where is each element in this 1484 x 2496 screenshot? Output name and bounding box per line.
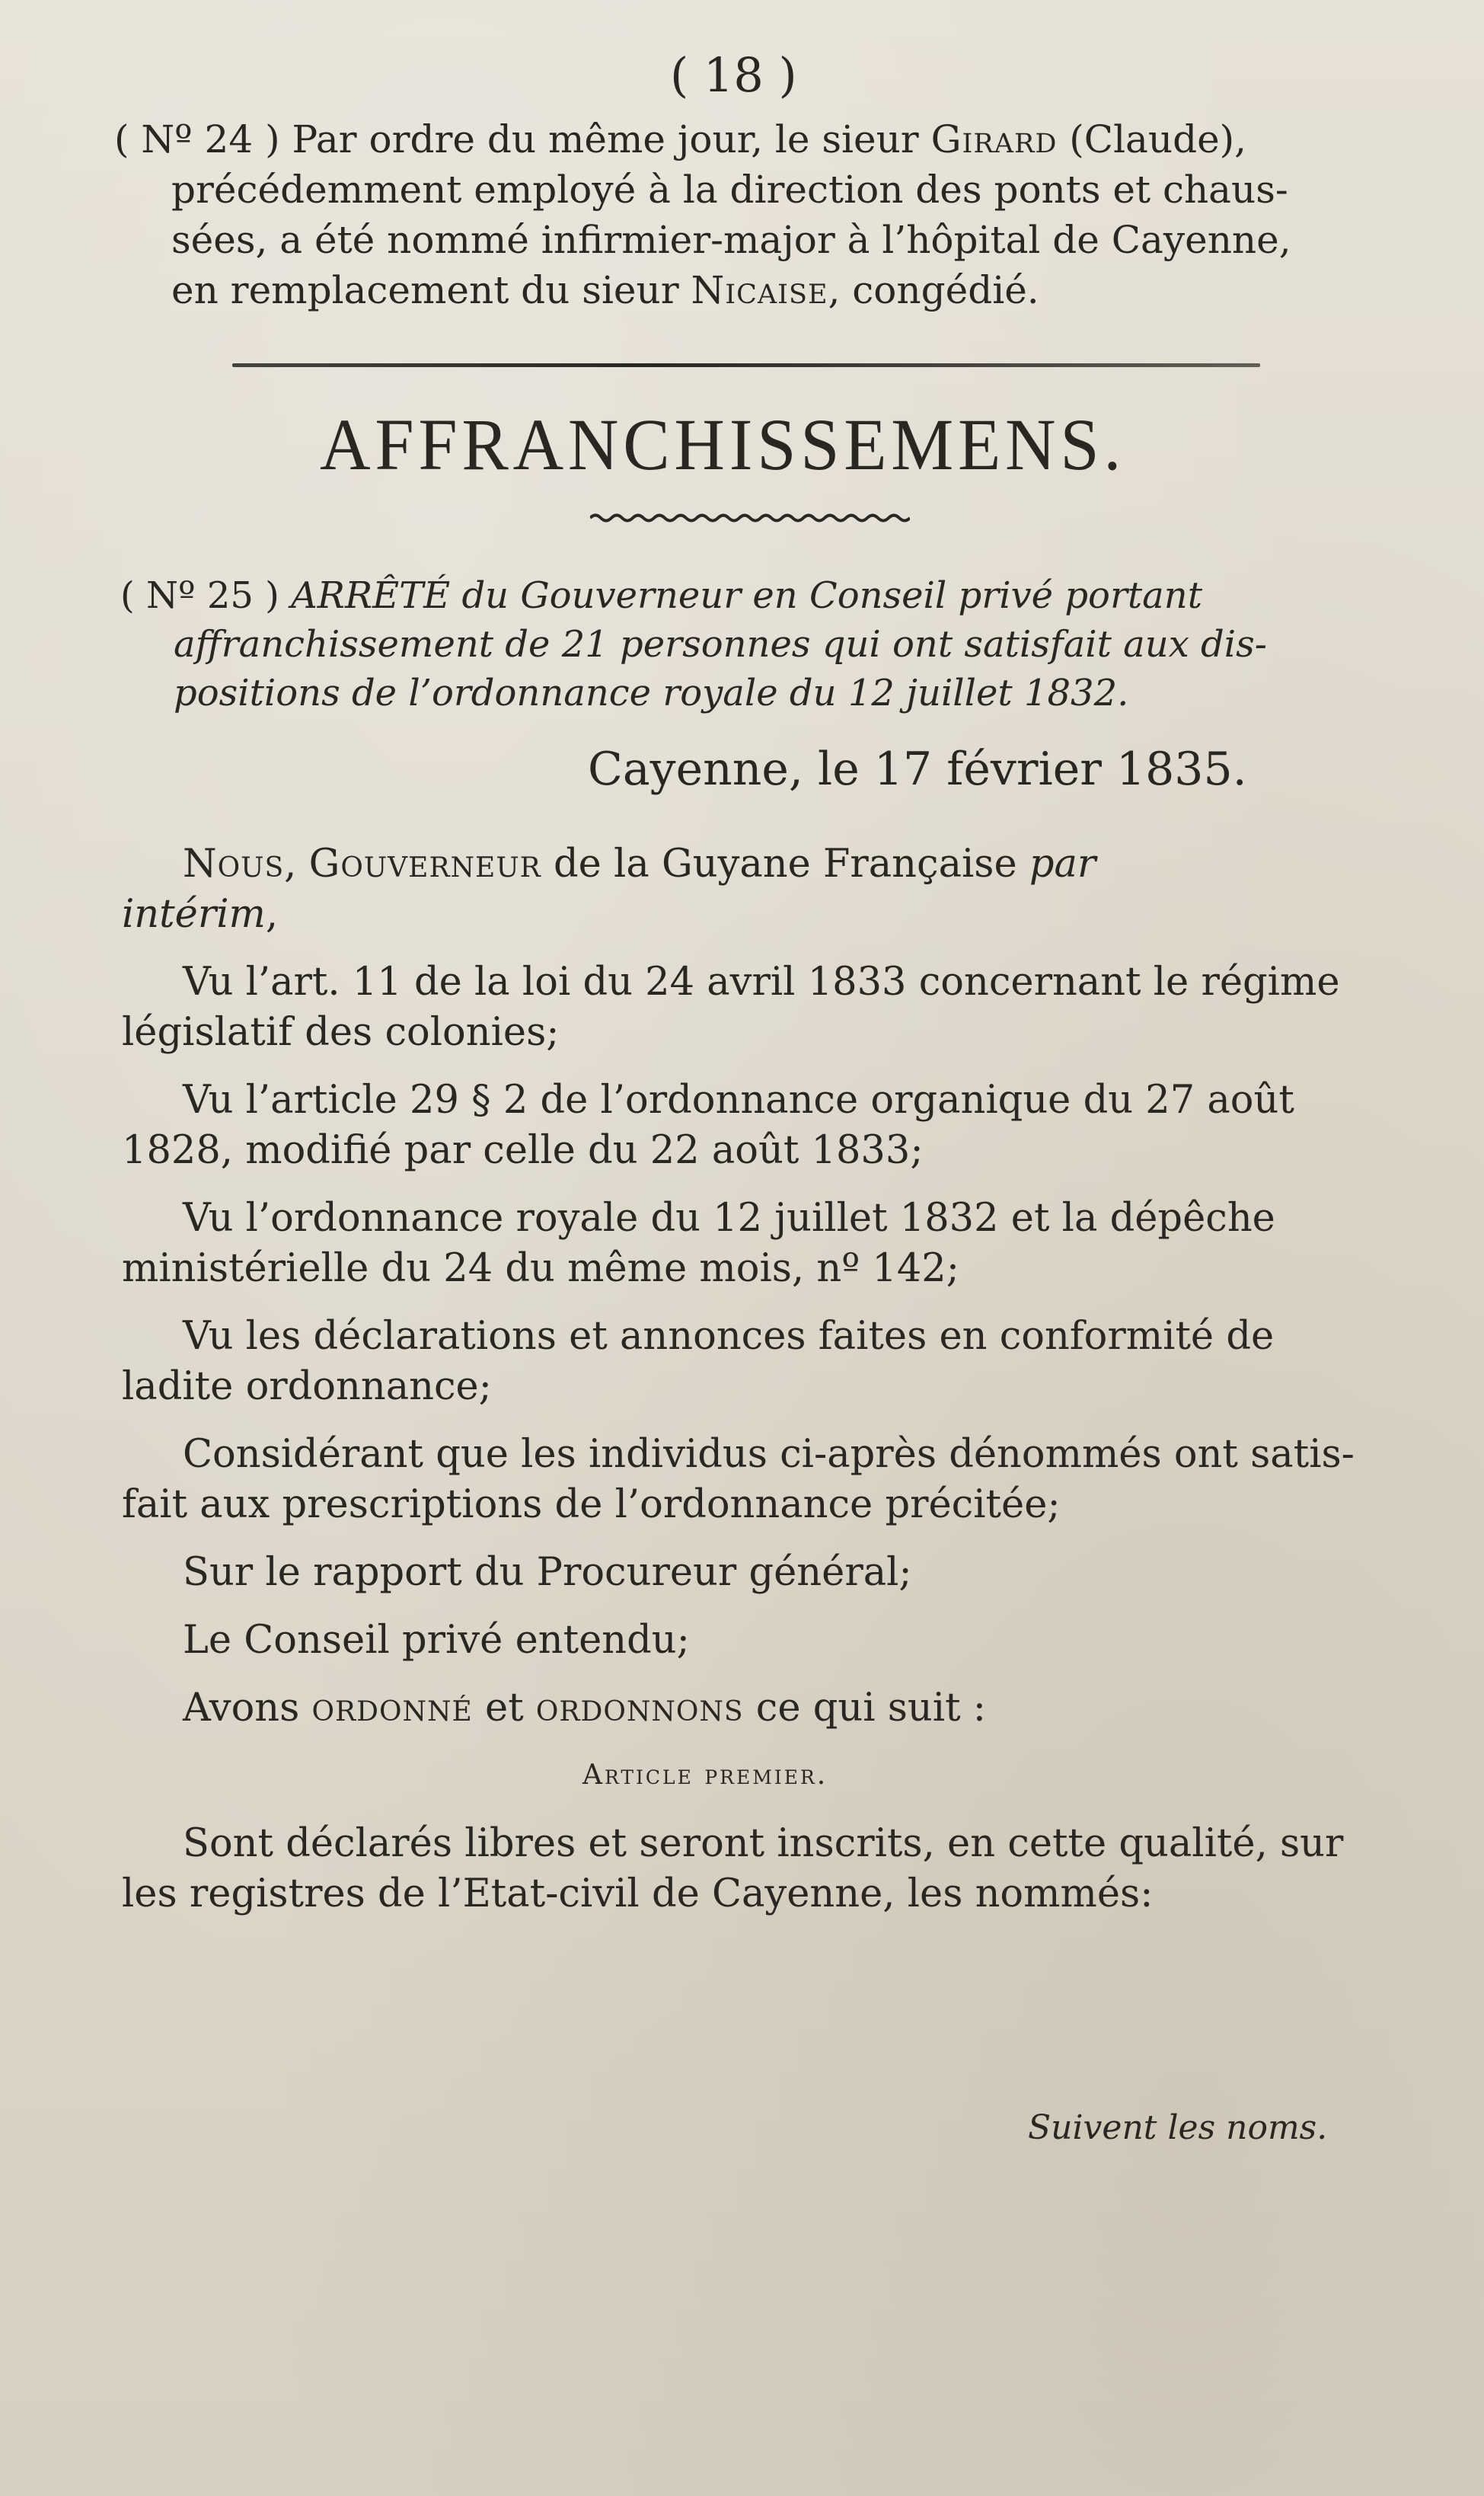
entry-24: [114, 114, 1393, 315]
article-title: Article premier.: [582, 1759, 828, 1791]
entry-24-line-1: ( Nº 24 ) Par ordre du même jour, le sieur Girard (Claude),: [114, 117, 1247, 161]
decree-body: [122, 839, 1401, 1751]
entry-24-line-2: précédemment employé à la direction des ponts et chaus-: [171, 168, 1288, 212]
article-body-line-1: Sont déclarés libres et seront inscrits, en cette qualité, sur: [183, 1821, 1344, 1866]
section-divider-rule: [232, 363, 1260, 367]
consideration-paragraph: Vu les déclarations et annonces faites en conformité de ladite ordonnance;: [122, 1314, 1275, 1409]
consideration-paragraph: Considérant que les individus ci-après dénommés ont satis- fait aux prescriptions de l’ordonnance précitée;: [122, 1432, 1355, 1527]
page-number: ( 18 ): [670, 47, 797, 103]
dateline: Cayenne, le 17 février 1835.: [588, 743, 1247, 796]
consideration-paragraph: Le Conseil privé entendu;: [183, 1618, 690, 1663]
entry-25-line-3: positions de l’ordonnance royale du 12 juillet 1832.: [174, 672, 1129, 714]
order-clause: Avons ordonné et ordonnons ce qui suit :: [183, 1686, 986, 1731]
entry-24-line-4: en remplacement du sieur Nicaise, congédié.: [171, 268, 1039, 312]
person-name-nicaise: Nicaise: [691, 268, 828, 312]
preamble-line-2: intérim,: [122, 892, 279, 937]
suivent-les-noms: Suivent les noms.: [1028, 2108, 1328, 2147]
entry-25-line-1: ( Nº 25 ) ARRÊTÉ du Gouverneur en Conseil privé portant: [120, 574, 1202, 617]
entry-25-line-2: affranchissement de 21 personnes qui ont satisfait aux dis-: [174, 623, 1267, 666]
article-body: [122, 1819, 1401, 1937]
preamble-line-1: Nous, Gouverneur de la Guyane Française par: [183, 842, 1096, 887]
entry-25-number: ( Nº 25 ): [120, 574, 292, 617]
consideration-paragraph: Vu l’article 29 § 2 de l’ordonnance organique du 27 août 1828, modifié par celle du 22 août 1833;: [122, 1078, 1294, 1173]
consideration-paragraph: Vu l’ordonnance royale du 12 juillet 1832 et la dépêche ministérielle du 24 du même mois, nº 142;: [122, 1196, 1275, 1291]
ornamental-squiggle-divider: [590, 512, 910, 524]
entry-25: [120, 571, 1399, 717]
section-title: AFFRANCHISSEMENS.: [320, 404, 1126, 485]
entry-24-line-3: sées, a été nommé infirmier-major à l’hôpital de Cayenne,: [171, 218, 1291, 262]
preamble: [122, 839, 1401, 940]
consideration-paragraph: Vu l’art. 11 de la loi du 24 avril 1833 concernant le régime législatif des colonies;: [122, 960, 1340, 1055]
article-body-line-2: les registres de l’Etat-civil de Cayenne, les nommés:: [122, 1871, 1154, 1916]
person-name-girard: Girard: [930, 117, 1058, 161]
consideration-paragraph: Sur le rapport du Procureur général;: [183, 1550, 912, 1595]
